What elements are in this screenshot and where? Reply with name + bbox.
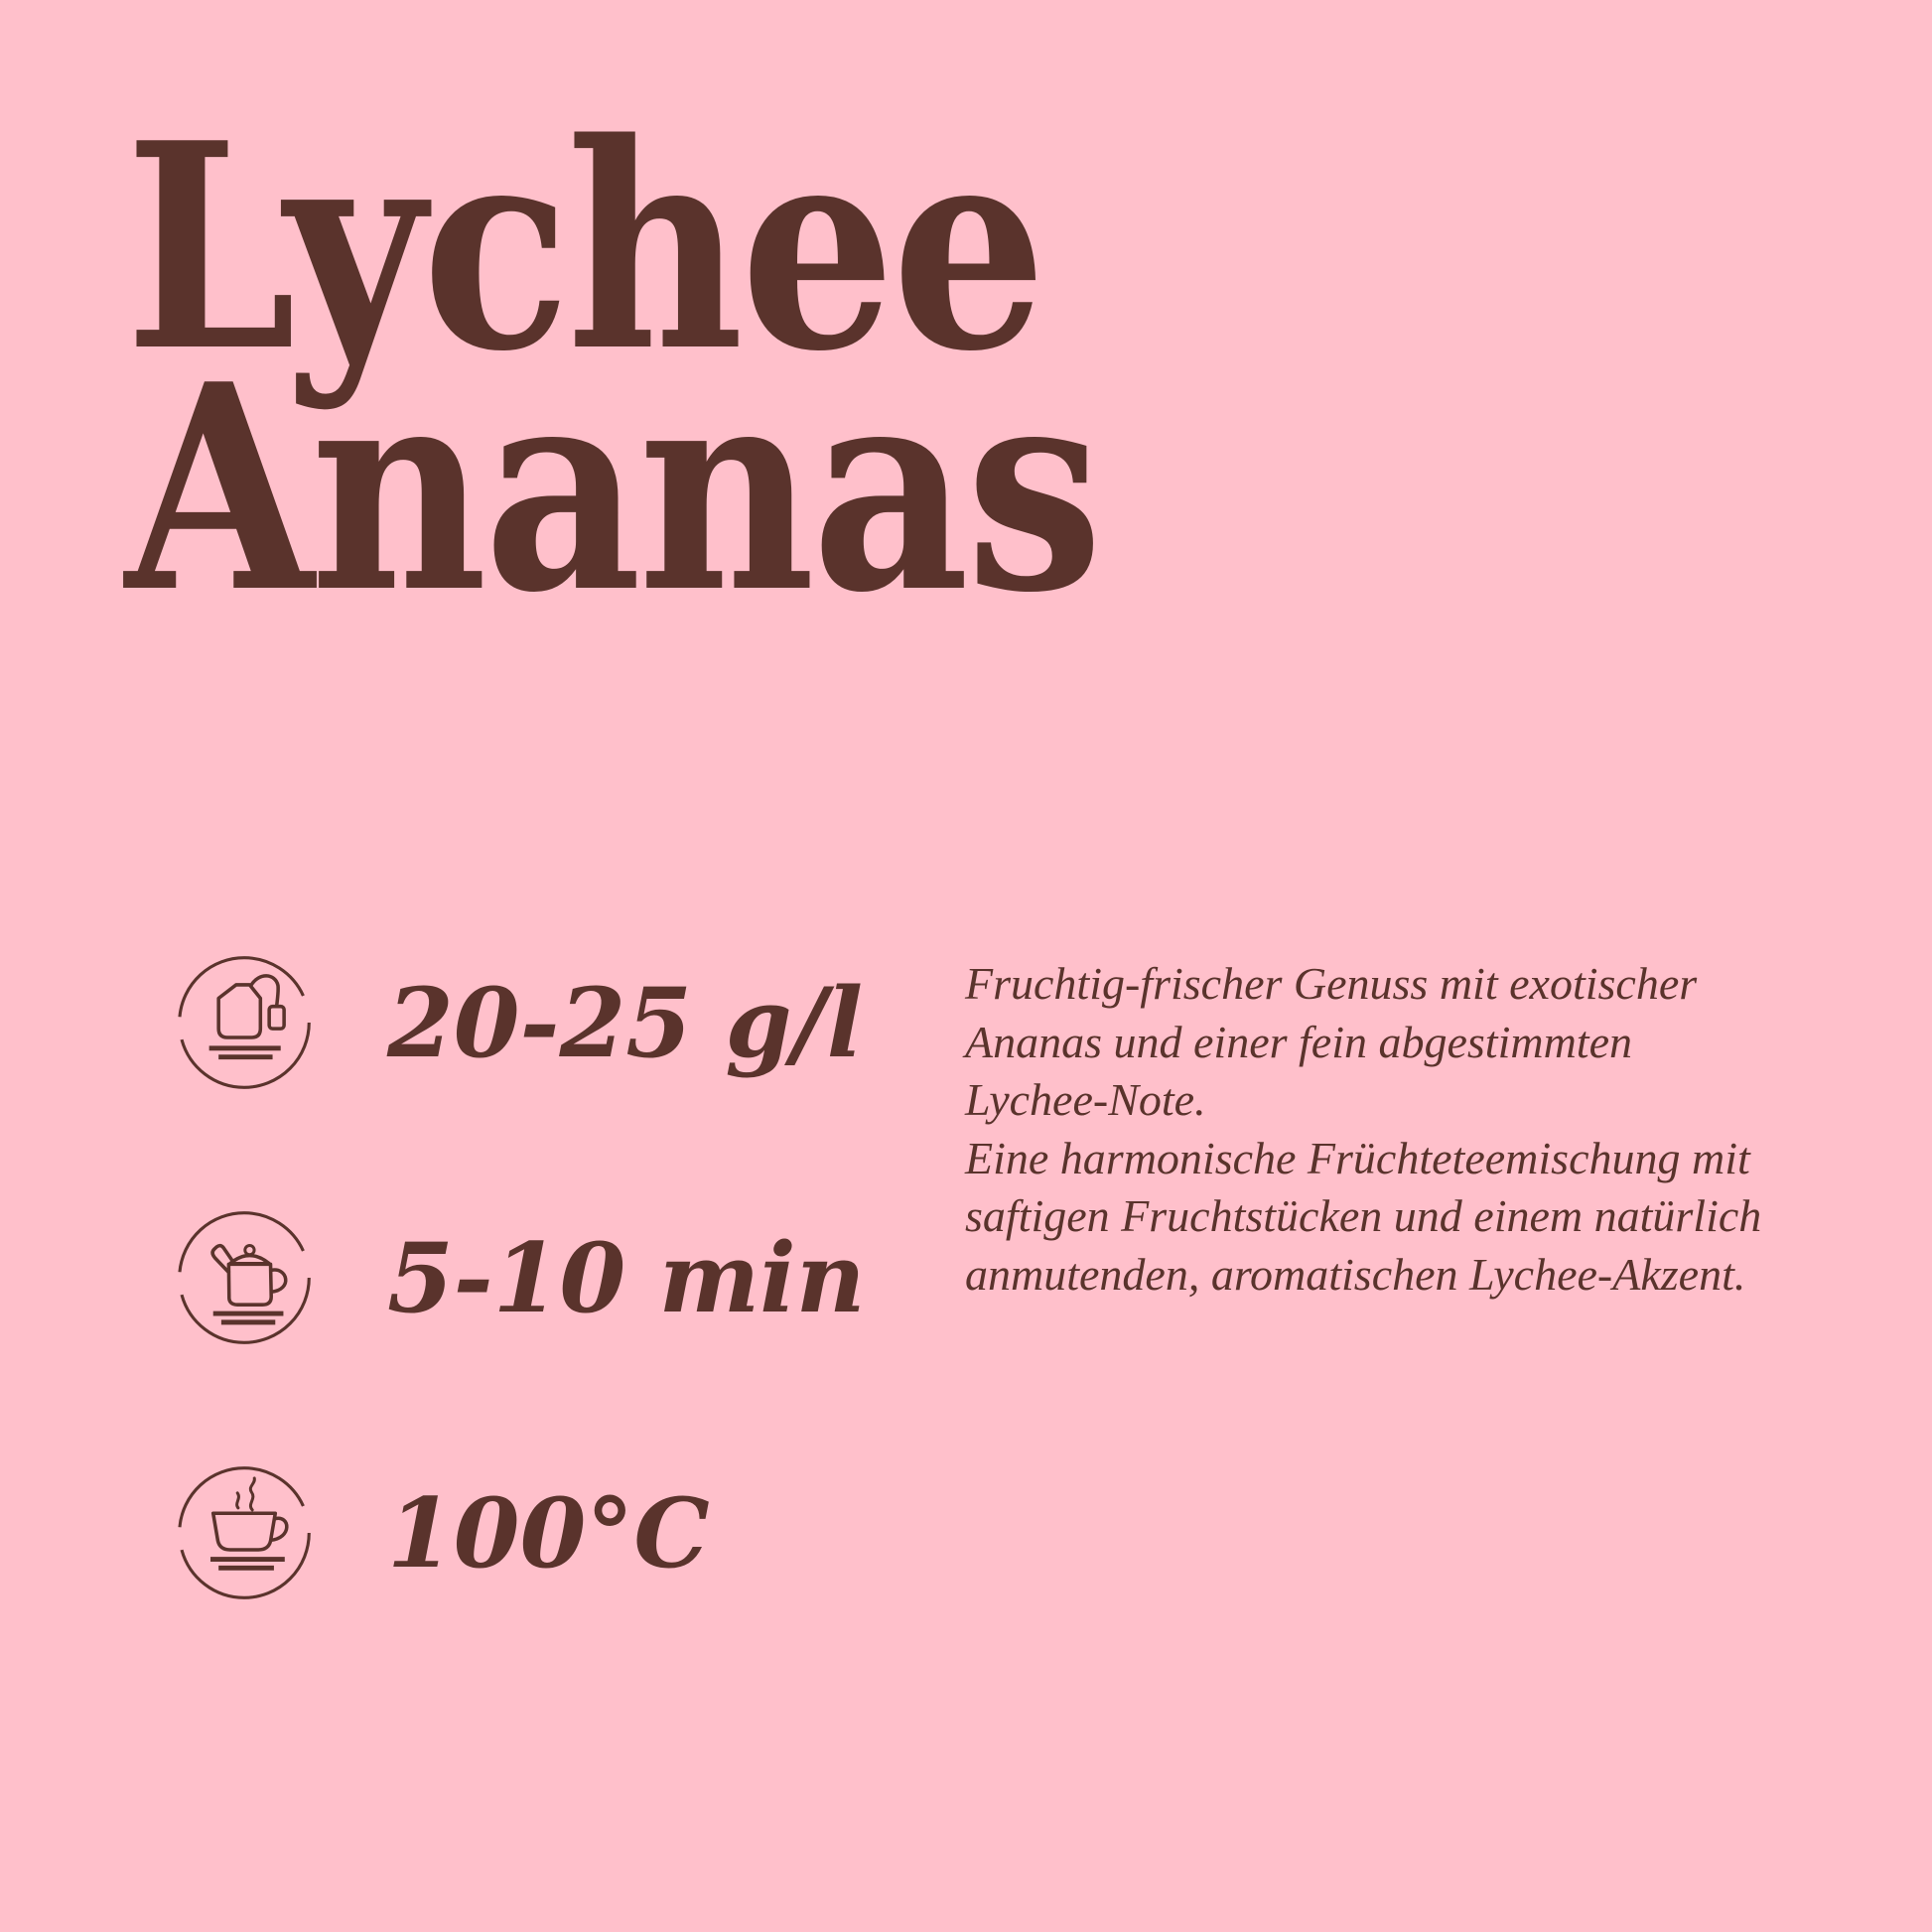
title-line-1: Lychee xyxy=(125,81,1043,414)
spec-row-dosage xyxy=(177,955,866,1090)
teapot-icon xyxy=(177,1210,312,1345)
description-line: saftigen Fruchtstücken und einem natürlich xyxy=(965,1190,1762,1241)
cup-icon xyxy=(177,1465,312,1600)
steep-time-value: 5-10 min xyxy=(387,1221,866,1334)
spec-row-steep-time xyxy=(177,1210,866,1345)
teabag-icon xyxy=(177,955,312,1090)
description-line: Ananas und einer fein abgestimmten xyxy=(965,1016,1633,1067)
page-title xyxy=(125,81,1100,656)
description-line: Lychee-Note. xyxy=(965,1074,1206,1125)
title-line-2: Ananas xyxy=(125,323,1100,656)
spec-row-temperature xyxy=(177,1465,866,1600)
brewing-specs xyxy=(177,955,866,1600)
product-description xyxy=(965,955,1761,1304)
description-line: anmutenden, aromatischen Lychee-Akzent. xyxy=(965,1248,1746,1300)
description-line: Fruchtig-frischer Genuss mit exotischer xyxy=(965,958,1698,1009)
description-line: Eine harmonische Früchteteemischung mit xyxy=(965,1132,1750,1183)
temperature-value: 100°C xyxy=(387,1476,710,1589)
dosage-value: 20-25 g/l xyxy=(387,966,864,1079)
